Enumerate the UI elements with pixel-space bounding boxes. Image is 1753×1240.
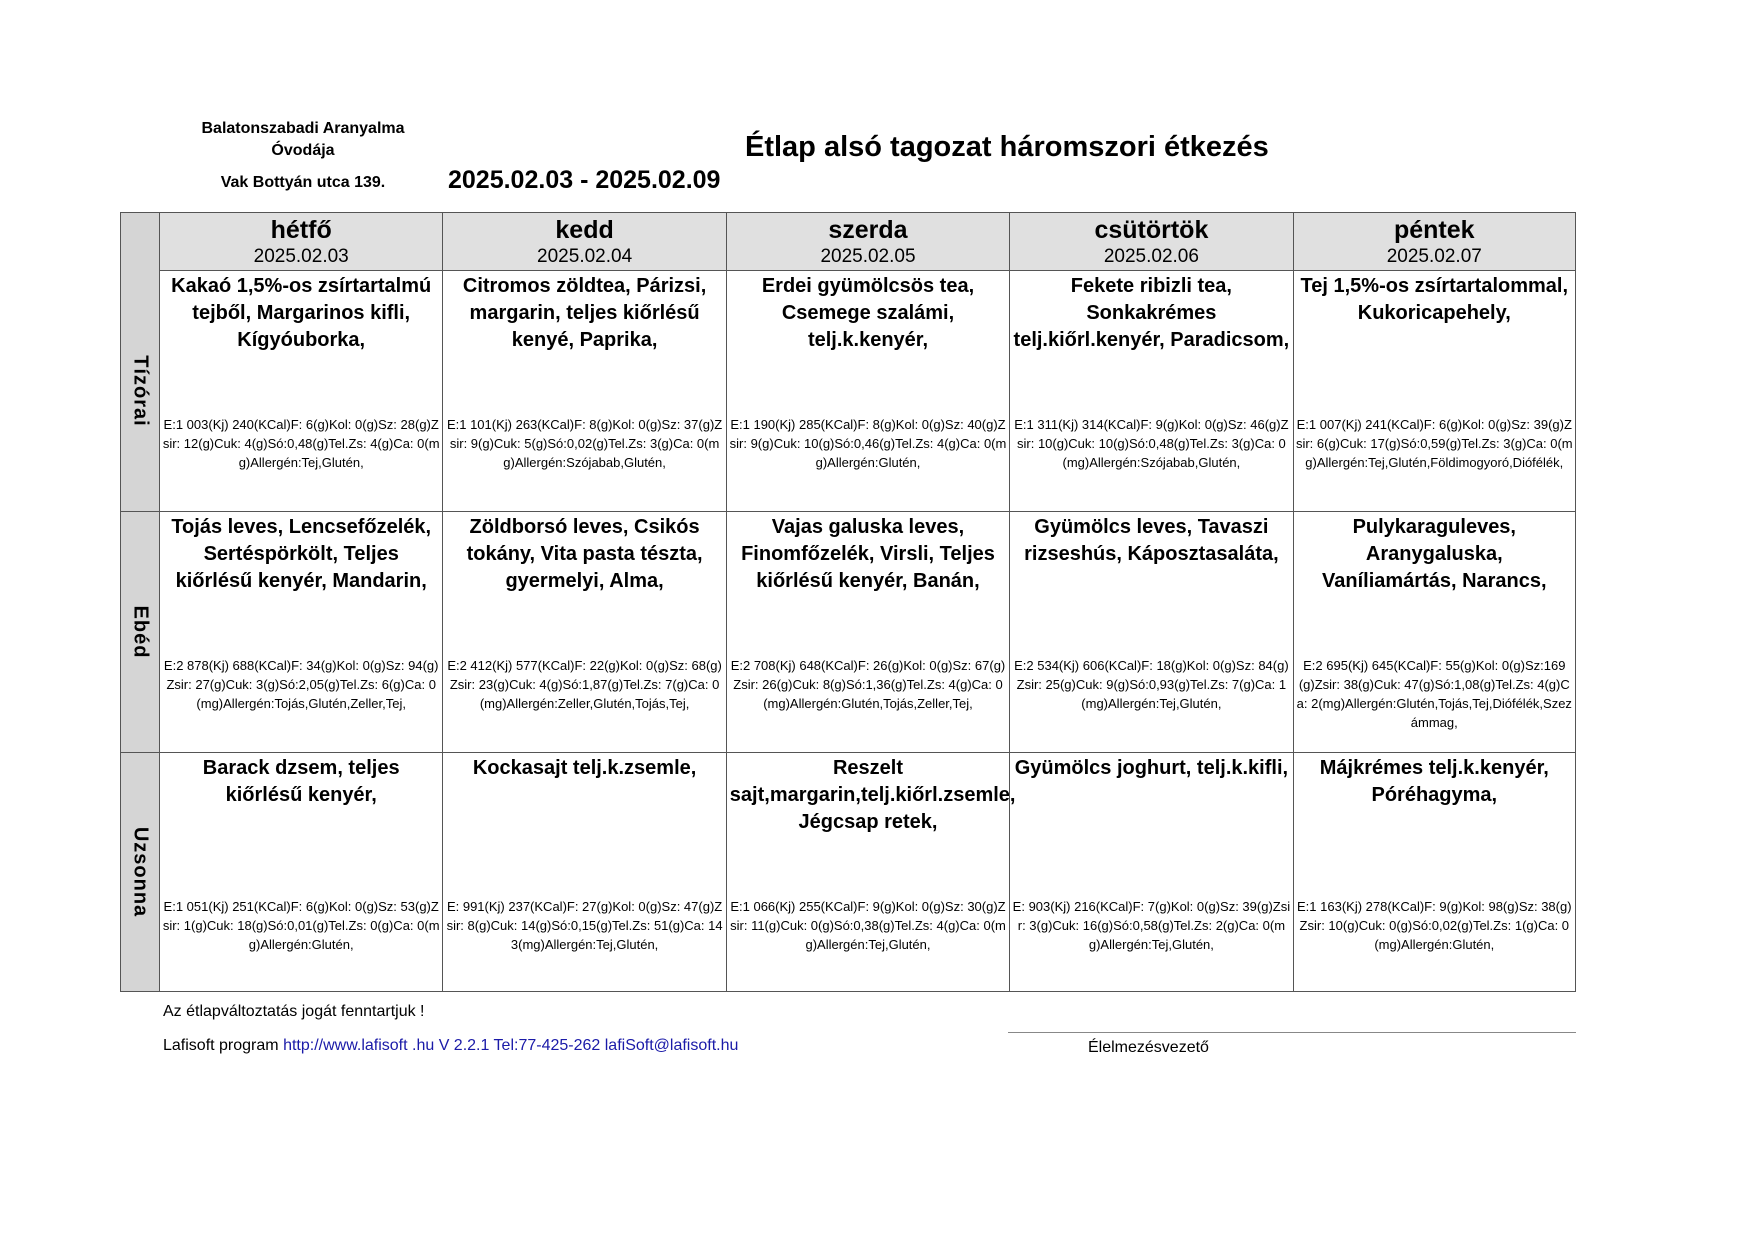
nutrition-info: E:1 066(Kj) 255(KCal)F: 9(g)Kol: 0(g)Sz: 30(g)Zsir: 11(g)Cuk: 0(g)Só:0,38(g)Tel.Zs: 4(g)Ca: 0(mg)Allergén:Tej,Glutén, xyxy=(730,899,1006,952)
institution-name xyxy=(176,118,430,162)
nutrition-info: E:1 190(Kj) 285(KCal)F: 8(g)Kol: 0(g)Sz: 40(g)Zsir: 9(g)Cuk: 10(g)Só:0,46(g)Tel.Zs: 4(g)Ca: 0(mg)Allergén:Glutén, xyxy=(729,417,1007,470)
nutrition-info: E:1 003(Kj) 240(KCal)F: 6(g)Kol: 0(g)Sz: 28(g)Zsir: 12(g)Cuk: 4(g)Só:0,48(g)Tel.Zs: 4(g)Ca: 0(mg)Allergén:Tej,Glutén, xyxy=(162,417,440,470)
software-label: Lafisoft program xyxy=(163,1037,279,1054)
day-name: péntek xyxy=(1393,216,1475,244)
meal-label-text: Uzsonna xyxy=(129,826,152,918)
menu-cell xyxy=(159,511,442,752)
menu-cell xyxy=(1009,511,1292,752)
nutrition-info: E:2 878(Kj) 688(KCal)F: 34(g)Kol: 0(g)Sz: 94(g)Zsir: 27(g)Cuk: 3(g)Só:2,05(g)Tel.Zs: 6(g)Ca: 0(mg)Allergén:Tojás,Glutén,Zeller,Tej, xyxy=(163,658,439,711)
signature-line xyxy=(1008,1032,1576,1033)
institution-name-line-1: Balatonszabadi Aranyalma xyxy=(201,120,405,137)
meal-items: Kockasajt telj.k.zsemle, xyxy=(472,757,697,779)
day-header-wednesday xyxy=(726,212,1009,270)
nutrition-info: E:2 708(Kj) 648(KCal)F: 26(g)Kol: 0(g)Sz: 67(g)Zsir: 26(g)Cuk: 8(g)Só:1,36(g)Tel.Zs: 4(g)Ca: 0(mg)Allergén:Glutén,Tojás,Zeller,Tej, xyxy=(730,658,1006,711)
date-range: 2025.02.03 - 2025.02.09 xyxy=(448,166,721,194)
software-link[interactable]: http://www.lafisoft .hu V 2.2.1 Tel:77-425-262 lafiSoft@lafisoft.hu xyxy=(283,1037,739,1054)
menu-cell xyxy=(726,752,1016,992)
day-name: szerda xyxy=(828,216,908,244)
menu-cell xyxy=(1009,752,1292,992)
day-date: 2025.02.03 xyxy=(253,246,349,267)
meal-items: Pulykaraguleves, Aranygaluska, Vaníliamártás, Narancs, xyxy=(1322,516,1547,592)
menu-change-note: Az étlapváltoztatás jogát fenntartjuk ! xyxy=(163,1003,425,1020)
meal-items: Gyümölcs joghurt, telj.k.kifli, xyxy=(1014,757,1289,779)
institution-address: Vak Bottyán utca 139. xyxy=(220,174,386,191)
meal-items: Erdei gyümölcsös tea, Csemege szalámi, telj.k.kenyér, xyxy=(761,275,975,351)
meal-label-ebed xyxy=(120,511,159,752)
signature-label: Élelmezésvezető xyxy=(1088,1039,1209,1056)
meal-label-tizorai xyxy=(120,270,159,511)
day-header-thursday xyxy=(1009,212,1292,270)
nutrition-info: E: 903(Kj) 216(KCal)F: 7(g)Kol: 0(g)Sz: 39(g)Zsir: 3(g)Cuk: 16(g)Só:0,58(g)Tel.Zs: 2(g)Ca: 0(mg)Allergén:Tej,Glutén, xyxy=(1012,899,1291,952)
menu-cell xyxy=(1293,511,1576,752)
day-name: kedd xyxy=(555,216,614,244)
meal-label-text: Tízórai xyxy=(129,354,152,427)
day-date: 2025.02.04 xyxy=(537,246,633,267)
nutrition-info: E:2 695(Kj) 645(KCal)F: 55(g)Kol: 0(g)Sz:169(g)Zsir: 38(g)Cuk: 47(g)Só:1,08(g)Tel.Zs: 4(g)Ca: 2(mg)Allergén:Glutén,Tojás,Tej,Diófélék,Szezámmag, xyxy=(1296,658,1572,730)
nutrition-info: E:2 412(Kj) 577(KCal)F: 22(g)Kol: 0(g)Sz: 68(g)Zsir: 23(g)Cuk: 4(g)Só:1,87(g)Tel.Zs: 7(g)Ca: 0(mg)Allergén:Zeller,Glutén,Tojás,Tej, xyxy=(447,658,722,711)
meal-items: Gyümölcs leves, Tavaszi rizseshús, Káposztasaláta, xyxy=(1024,516,1279,565)
nutrition-info: E:1 311(Kj) 314(KCal)F: 9(g)Kol: 0(g)Sz: 46(g)Zsir: 10(g)Cuk: 10(g)Só:0,48(g)Tel.Zs: 3(g)Ca: 0(mg)Allergén:Szójabab,Glutén, xyxy=(1014,417,1289,470)
menu-cell xyxy=(1009,270,1292,511)
meal-items: Tej 1,5%-os zsírtartalommal, Kukoricapehely, xyxy=(1300,275,1569,324)
day-header-tuesday xyxy=(442,212,725,270)
day-date: 2025.02.06 xyxy=(1103,246,1199,267)
day-date: 2025.02.07 xyxy=(1386,246,1482,267)
menu-cell xyxy=(159,270,442,511)
menu-cell xyxy=(442,752,725,992)
meal-items: Zöldborsó leves, Csikós tokány, Vita pasta tészta, gyermelyi, Alma, xyxy=(466,516,703,592)
meal-items: Citromos zöldtea, Párizsi, margarin, teljes kiőrlésű kenyé, Paprika, xyxy=(462,275,707,351)
table-corner xyxy=(120,212,159,270)
day-header-friday xyxy=(1293,212,1576,270)
menu-cell xyxy=(159,752,442,992)
meal-label-uzsonna xyxy=(120,752,159,992)
institution-name-line-2: Óvodája xyxy=(271,142,335,159)
meal-items: Kakaó 1,5%-os zsírtartalmú tejből, Margarinos kifli, Kígyóuborka, xyxy=(171,275,432,351)
meal-items: Reszelt sajt,margarin,telj.kiőrl.zsemle, Jégcsap retek, xyxy=(729,757,1016,833)
day-name: csütörtök xyxy=(1094,216,1209,244)
menu-cell xyxy=(1293,270,1576,511)
meal-label-text: Ebéd xyxy=(129,605,152,659)
meal-items: Barack dzsem, teljes kiőrlésű kenyér, xyxy=(202,757,400,806)
nutrition-info: E:1 051(Kj) 251(KCal)F: 6(g)Kol: 0(g)Sz: 53(g)Zsir: 1(g)Cuk: 18(g)Só:0,01(g)Tel.Zs: 0(g)Ca: 0(mg)Allergén:Glutén, xyxy=(162,899,440,952)
meal-items: Vajas galuska leves, Finomfőzelék, Virsli, Teljes kiőrlésű kenyér, Banán, xyxy=(741,516,995,592)
menu-cell xyxy=(442,270,725,511)
day-name: hétfő xyxy=(270,216,332,244)
meal-items: Tojás leves, Lencsefőzelék, Sertéspörkölt, Teljes kiőrlésű kenyér, Mandarin, xyxy=(171,516,432,592)
nutrition-info: E: 991(Kj) 237(KCal)F: 27(g)Kol: 0(g)Sz: 47(g)Zsir: 8(g)Cuk: 14(g)Só:0,15(g)Tel.Zs: 51(g)Ca: 143(mg)Allergén:Tej,Glutén, xyxy=(446,899,723,952)
menu-cell xyxy=(1293,752,1576,992)
meal-items: Májkrémes telj.k.kenyér, Póréhagyma, xyxy=(1319,757,1549,806)
meal-items: Fekete ribizli tea, Sonkakrémes telj.kiőrl.kenyér, Paradicsom, xyxy=(1013,275,1290,351)
day-date: 2025.02.05 xyxy=(820,246,916,267)
menu-table xyxy=(120,212,1576,992)
menu-cell xyxy=(726,511,1009,752)
menu-cell xyxy=(726,270,1009,511)
nutrition-info: E:2 534(Kj) 606(KCal)F: 18(g)Kol: 0(g)Sz: 84(g)Zsir: 25(g)Cuk: 9(g)Só:0,93(g)Tel.Zs: 7(g)Ca: 1(mg)Allergén:Tej,Glutén, xyxy=(1014,658,1289,711)
menu-cell xyxy=(442,511,725,752)
software-credit xyxy=(163,1037,738,1055)
nutrition-info: E:1 101(Kj) 263(KCal)F: 8(g)Kol: 0(g)Sz: 37(g)Zsir: 9(g)Cuk: 5(g)Só:0,02(g)Tel.Zs: 3(g)Ca: 0(mg)Allergén:Szójabab,Glutén, xyxy=(446,417,723,470)
nutrition-info: E:1 007(Kj) 241(KCal)F: 6(g)Kol: 0(g)Sz: 39(g)Zsir: 6(g)Cuk: 17(g)Só:0,59(g)Tel.Zs: 3(g)Ca: 0(mg)Allergén:Tej,Glutén,Földimogyoró,Diófélék, xyxy=(1295,417,1573,470)
nutrition-info: E:1 163(Kj) 278(KCal)F: 9(g)Kol: 98(g)Sz: 38(g)Zsir: 10(g)Cuk: 0(g)Só:0,02(g)Tel.Zs: 1(g)Ca: 0(mg)Allergén:Glutén, xyxy=(1297,899,1572,952)
day-header-monday xyxy=(159,212,442,270)
page-title: Étlap alsó tagozat háromszori étkezés xyxy=(745,131,1269,163)
